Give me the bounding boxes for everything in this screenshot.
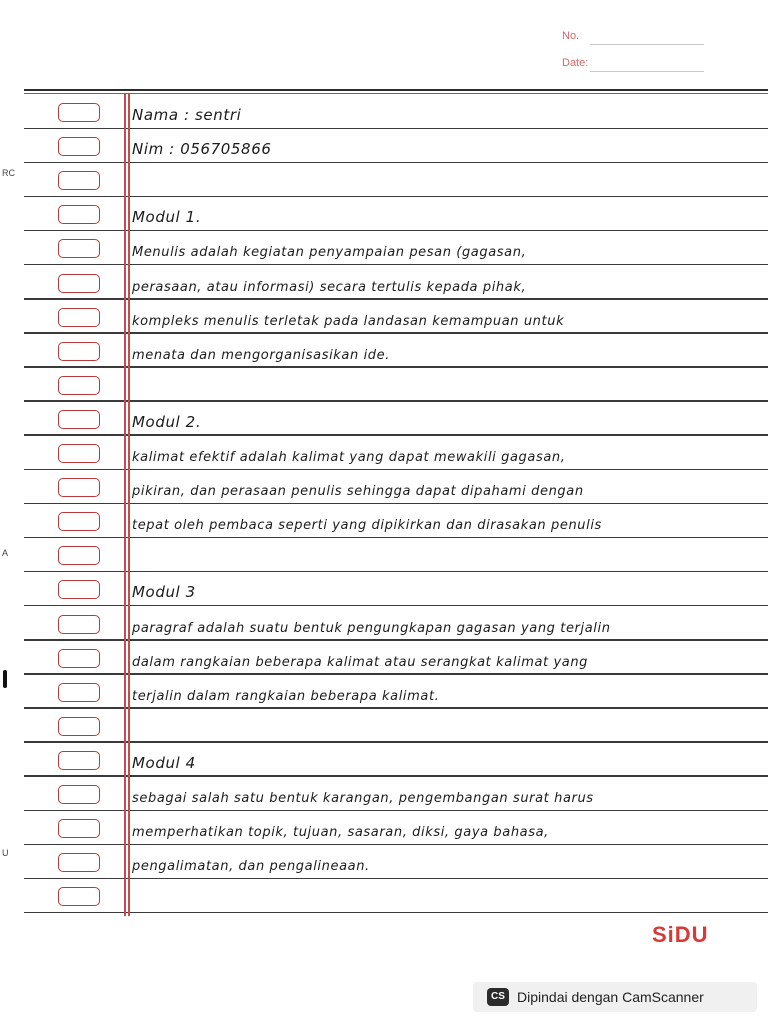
- handwritten-line: Modul 1.: [132, 208, 202, 227]
- date-label: Date:: [562, 57, 589, 69]
- handwritten-line: pengalimatan, dan pengalineaan.: [132, 859, 370, 875]
- notebook-row: [0, 266, 768, 300]
- camscanner-icon: CS: [487, 988, 509, 1006]
- sidu-logo: SiDU: [652, 922, 709, 947]
- notebook-row: [0, 538, 768, 572]
- checkbox-icon: [58, 853, 100, 872]
- checkbox-icon: [58, 785, 100, 804]
- checkbox-icon: [58, 239, 100, 258]
- checkbox-icon: [58, 546, 100, 565]
- handwritten-line: Nim : 056705866: [132, 140, 272, 159]
- handwritten-line: memperhatikan topik, tujuan, sasaran, diksi, gaya bahasa,: [132, 825, 549, 841]
- checkbox-icon: [58, 444, 100, 463]
- notebook-row: [0, 334, 768, 368]
- handwritten-line: dalam rangkaian beberapa kalimat atau serangkat kalimat yang: [132, 654, 589, 670]
- no-label: No.: [562, 30, 580, 42]
- checkbox-icon: [58, 580, 100, 599]
- top-rule: [24, 89, 768, 91]
- notebook-row: [0, 572, 768, 606]
- checkbox-icon: [58, 205, 100, 224]
- checkbox-icon: [58, 308, 100, 327]
- notebook-row: [0, 231, 768, 265]
- camscanner-text: Dipindai dengan CamScanner: [517, 989, 704, 1005]
- checkbox-icon: [58, 683, 100, 702]
- notebook-row: [0, 129, 768, 163]
- handwritten-line: kalimat efektif adalah kalimat yang dapat mewakili gagasan,: [132, 450, 566, 465]
- checkbox-icon: [58, 819, 100, 838]
- checkbox-icon: [58, 342, 100, 361]
- margin-mark: RC: [2, 168, 15, 178]
- notebook-row: [0, 402, 768, 436]
- handwritten-line: sebagai salah satu bentuk karangan, pengembangan surat harus: [132, 791, 594, 806]
- handwritten-line: perasaan, atau informasi) secara tertulis kepada pihak,: [132, 279, 527, 295]
- handwritten-line: Modul 3: [132, 583, 196, 602]
- notebook-row: [0, 811, 768, 845]
- margin-line: [124, 94, 126, 916]
- margin-mark: U: [2, 848, 9, 858]
- margin-line: [128, 94, 130, 916]
- checkbox-icon: [58, 615, 100, 634]
- handwritten-line: menata dan mengorganisasikan ide.: [132, 347, 390, 363]
- checkbox-icon: [58, 887, 100, 906]
- handwritten-line: Menulis adalah kegiatan penyampaian pesan (gagasan,: [132, 245, 527, 261]
- notebook-row: [0, 641, 768, 675]
- checkbox-icon: [58, 751, 100, 770]
- notebook-row: [0, 743, 768, 777]
- notebook-row: [0, 709, 768, 743]
- notebook-row: [0, 163, 768, 197]
- checkbox-icon: [58, 717, 100, 736]
- checkbox-icon: [58, 274, 100, 293]
- notebook-row: [0, 879, 768, 913]
- notebook-row: [0, 197, 768, 231]
- notebook-row: [0, 675, 768, 709]
- notebook-row: [0, 436, 768, 470]
- notebook-row: [0, 300, 768, 334]
- checkbox-icon: [58, 171, 100, 190]
- handwritten-line: Modul 4: [132, 753, 196, 772]
- checkbox-icon: [58, 137, 100, 156]
- camscanner-watermark: [473, 982, 757, 1012]
- handwritten-line: Nama : sentri: [132, 106, 242, 124]
- notebook-row: [0, 607, 768, 641]
- handwritten-line: tepat oleh pembaca seperti yang dipikirkan dan dirasakan penulis: [132, 518, 602, 534]
- checkbox-icon: [58, 649, 100, 668]
- handwritten-line: kompleks menulis terletak pada landasan kemampuan untuk: [132, 313, 565, 329]
- date-line: [590, 71, 704, 72]
- checkbox-icon: [58, 103, 100, 122]
- margin-mark: A: [2, 548, 9, 558]
- notebook-row: [0, 777, 768, 811]
- handwritten-line: pikiran, dan perasaan penulis sehingga dapat dipahami dengan: [132, 484, 584, 500]
- notebook-row: [0, 504, 768, 538]
- notebook-row: [0, 845, 768, 879]
- notebook-row: [0, 95, 768, 129]
- checkbox-icon: [58, 478, 100, 497]
- notebook-row: [0, 470, 768, 504]
- checkbox-icon: [58, 376, 100, 395]
- checkbox-icon: [58, 512, 100, 531]
- no-line: [590, 44, 704, 45]
- checkbox-icon: [58, 410, 100, 429]
- handwritten-line: terjalin dalam rangkaian beberapa kalimat.: [132, 688, 440, 704]
- notebook-row: [0, 368, 768, 402]
- top-rule-inner: [24, 93, 768, 94]
- handwritten-line: Modul 2.: [132, 412, 202, 431]
- handwritten-line: paragraf adalah suatu bentuk pengungkapan gagasan yang terjalin: [132, 620, 611, 636]
- rule-line: [24, 912, 768, 914]
